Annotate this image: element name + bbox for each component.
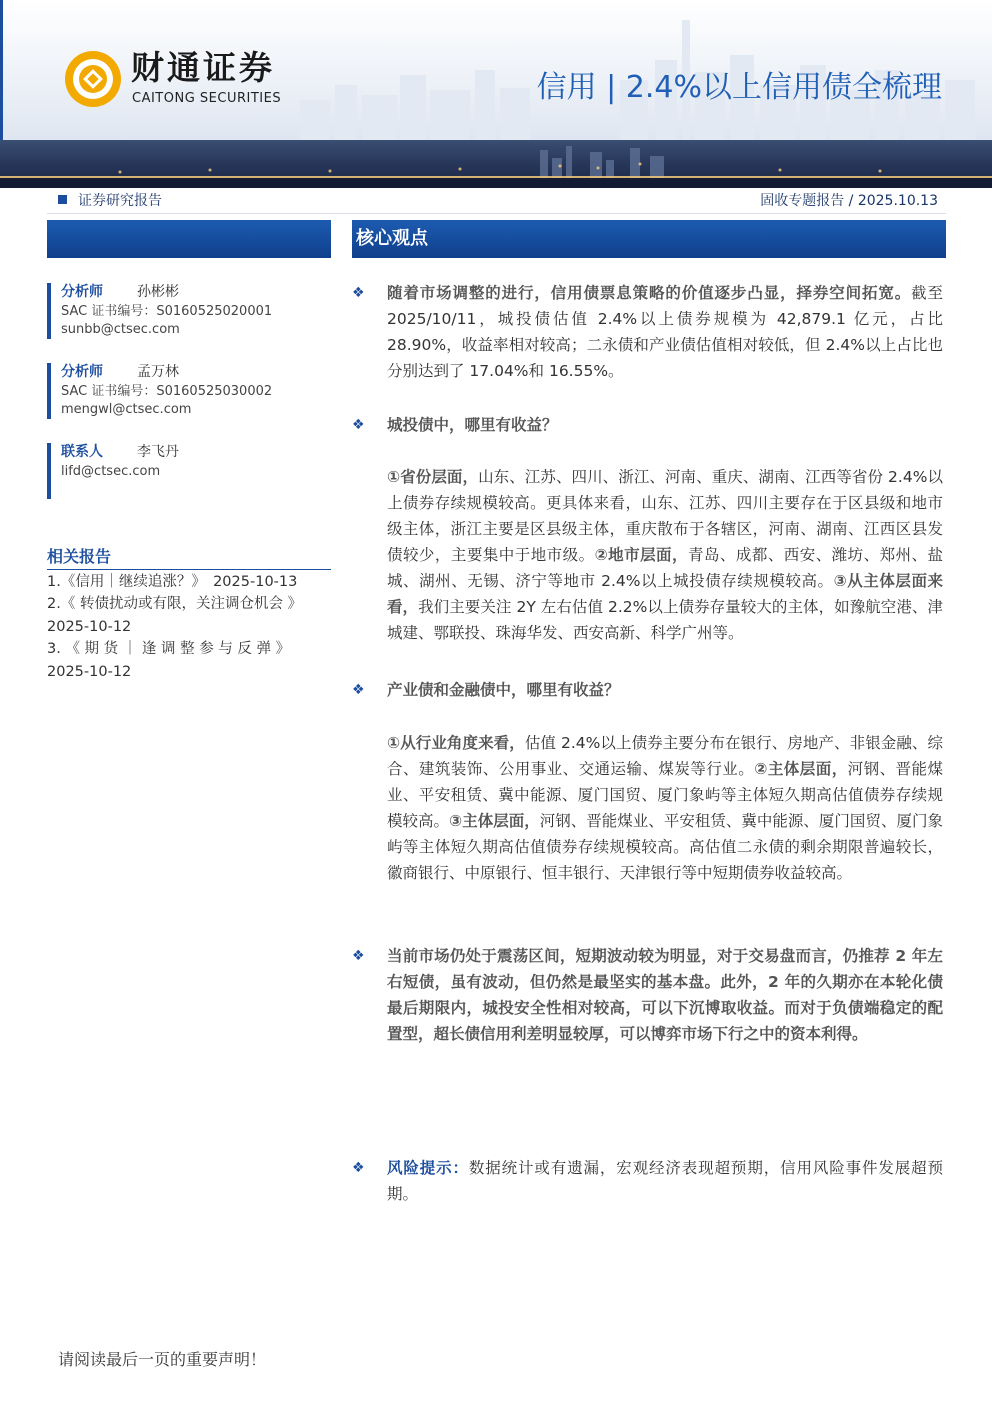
- brand-name-cn: 财通证券: [131, 48, 275, 87]
- analyst-role: 分析师: [61, 284, 103, 300]
- related-report-item[interactable]: 1.《信用｜继续追涨？》 2025-10-13: [47, 574, 298, 590]
- analyst-accent-bar: [47, 283, 51, 339]
- key-point-body: 截至 2025/10/11，城投债估值 2.4%以上债券规模为 42,879.1 亿元，占比28.90%，收益率相对较高；二永债和产业债估值相对较低，但 2.4%以上占比也分别达到了 17.04%和 16.55%。: [387, 284, 943, 380]
- contact-role: 联系人: [61, 444, 103, 460]
- related-report-date: 2025-10-12: [47, 664, 132, 680]
- contact-accent-bar: [47, 443, 51, 499]
- left-edge-accent: [0, 0, 3, 140]
- diamond-bullet-icon: ❖: [352, 682, 365, 698]
- brand-name-en: CAITONG SECURITIES: [132, 91, 282, 106]
- diamond-bullet-icon: ❖: [352, 948, 365, 964]
- report-header: [0, 0, 992, 188]
- report-category: [58, 192, 162, 210]
- related-report-item[interactable]: 3. 《 期 货 ｜ 逢 调 整 参 与 反 弹 》: [47, 641, 291, 657]
- analyst-name: 孙彬彬: [137, 284, 179, 300]
- related-reports-rule: [47, 569, 331, 570]
- analyst-email[interactable]: mengwl@ctsec.com: [61, 402, 192, 417]
- analyst-email[interactable]: sunbb@ctsec.com: [61, 322, 180, 337]
- section-title: 核心观点: [356, 228, 428, 249]
- caitong-logo-icon: [62, 48, 124, 110]
- report-title: 信用 | 2.4%以上信用债全梳理: [536, 70, 942, 105]
- analyst-role: 分析师: [61, 364, 103, 380]
- section-header-bar: [352, 220, 946, 258]
- divider: [47, 213, 946, 214]
- analyst-accent-bar: [47, 363, 51, 419]
- diamond-bullet-icon: ❖: [352, 417, 365, 433]
- key-point-detail-text: ①从行业角度来看，估值 2.4%以上债券主要分布在银行、房地产、非银金融、综合、建筑装饰、公用事业、交通运输、煤炭等行业。②主体层面，河钢、晋能煤业、平安租赁、冀中能源、厦门国贸、厦门象屿等主体短久期高估值债券存续规模较高。③主体层面，河钢、晋能煤业、平安租赁、冀中能源、厦门国贸、厦门象屿等主体短久期高估值债券存续规模较高。高估值二永债的剩余期限普遍较长，徽商银行、中原银行、恒丰银行、天津银行等中短期债券收益较高。: [387, 734, 944, 882]
- report-category-label: 证券研究报告: [78, 193, 162, 209]
- related-reports-title: 相关报告: [47, 547, 112, 566]
- contact-name: 李飞丹: [137, 444, 179, 460]
- related-report-date: 2025-10-12: [47, 619, 132, 635]
- diamond-bullet-icon: ❖: [352, 285, 365, 301]
- sidebar-header-bar: [47, 220, 331, 258]
- report-type-date: 固收专题报告 / 2025.10.13: [760, 193, 938, 209]
- analyst-card: [47, 283, 331, 339]
- disclaimer-note: 请阅读最后一页的重要声明！: [58, 1350, 267, 1369]
- key-point-lead: 随着市场调整的进行，信用债票息策略的价值逐步凸显，择券空间拓宽。: [387, 284, 912, 302]
- key-point-text: 当前市场仍处于震荡区间，短期波动较为明显，对于交易盘而言，仍推荐 2 年左右短债，虽有波动，但仍然是最坚实的基本盘。此外，2 年的久期亦在本轮化债最后期限内，城投安全性相对较高，可以下沉博取收益。而对于负债端稳定的配置型，超长债信用利差明显较厚，可以博弈市场下行之中的资本利得。: [387, 947, 943, 1043]
- contact-card: [47, 443, 331, 499]
- analyst-sac: SAC 证书编号：S0160525020001: [61, 304, 273, 319]
- analyst-sac: SAC 证书编号：S0160525030002: [61, 384, 273, 399]
- key-point-heading: 城投债中，哪里有收益？: [387, 416, 558, 434]
- analyst-name: 孟万林: [137, 364, 179, 380]
- analyst-card: [47, 363, 331, 419]
- related-report-item[interactable]: 2.《 转债扰动或有限，关注调仓机会 》: [47, 596, 303, 612]
- key-point-heading: 产业债和金融债中，哪里有收益？: [387, 681, 620, 699]
- diamond-bullet-icon: ❖: [352, 1160, 365, 1176]
- risk-text: 风险提示：数据统计或有遗漏，宏观经济表现超预期，信用风险事件发展超预期。: [387, 1159, 943, 1203]
- key-point-detail-text: ①省份层面，山东、江苏、四川、浙江、河南、重庆、湖南、江西等省份 2.4%以上债券存续规模较高。更具体来看，山东、江苏、四川主要存在于区县级和地市级主体，浙江主要是区县级主体，重庆散布于各辖区，河南、湖南、江西区县发债较少，主要集中于地市级。②地市层面，青岛、成都、西安、潍坊、郑州、盐城、湖州、无锡、济宁等地市 2.4%以上城投债存续规模较高。③从主体层面来看，我们主要关注 2Y 左右估值 2.2%以上债券存量较大的主体，如豫航空港、津城建、鄂联投、珠海华发、西安高新、科学广州等。: [387, 468, 944, 642]
- contact-email[interactable]: lifd@ctsec.com: [61, 464, 161, 479]
- key-point-text: [387, 280, 943, 384]
- risk-label: 风险提示：: [387, 1159, 469, 1177]
